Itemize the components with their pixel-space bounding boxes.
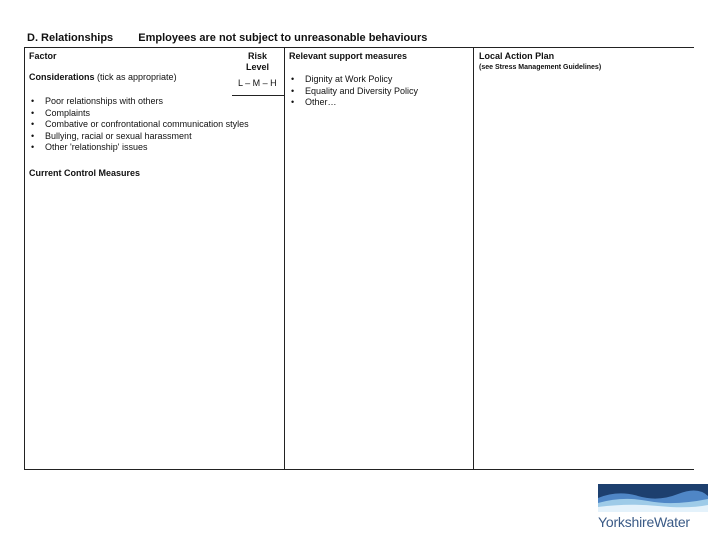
column-divider-1 [284, 47, 285, 470]
factor-header: Factor [29, 51, 57, 61]
action-plan-header: Local Action Plan [479, 51, 555, 61]
list-item: • Bullying, racial or sexual harassment [29, 131, 249, 143]
table-left-rule [24, 47, 25, 470]
section-heading [27, 32, 427, 44]
considerations-hint: (tick as appropriate) [97, 72, 177, 82]
list-item: • Other 'relationship' issues [29, 142, 249, 154]
risk-level-header-line1: Risk [248, 51, 268, 61]
column-divider-2 [473, 47, 474, 470]
section-title: D. Relationships [27, 32, 114, 44]
risk-level-header-line2: Level [246, 62, 270, 72]
list-item: • Equality and Diversity Policy [289, 86, 418, 98]
list-item: • Combative or confrontational communication styles [29, 119, 249, 131]
list-item: • Other… [289, 97, 418, 109]
considerations-list [29, 96, 249, 154]
support-measures-list [289, 74, 418, 109]
list-item: • Complaints [29, 108, 249, 120]
yorkshire-water-logo [598, 484, 708, 530]
considerations-label [29, 72, 177, 84]
logo-wordmark: YorkshireWater [598, 514, 690, 530]
considerations-title: Considerations [29, 72, 95, 82]
list-item: • Poor relationships with others [29, 96, 249, 108]
table-top-rule [24, 47, 694, 48]
list-item: • Dignity at Work Policy [289, 74, 418, 86]
current-control-measures-label: Current Control Measures [29, 168, 141, 178]
section-statement: Employees are not subject to unreasonable behaviours [138, 32, 428, 44]
support-measures-header: Relevant support measures [289, 51, 408, 61]
water-wave-icon [598, 484, 708, 512]
action-plan-note: (see Stress Management Guidelines) [479, 64, 602, 71]
table-bottom-rule [24, 469, 694, 470]
risk-scale: L – M – H [238, 78, 277, 88]
